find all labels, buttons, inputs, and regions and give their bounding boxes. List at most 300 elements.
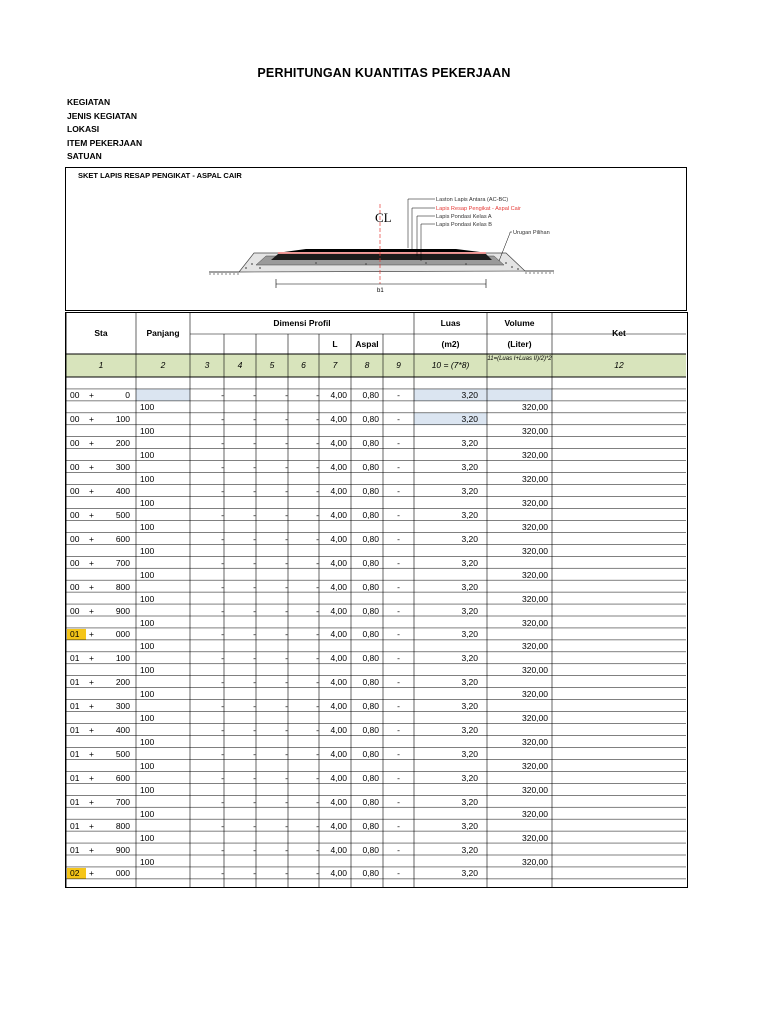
value-luas: 3,20 bbox=[461, 438, 478, 449]
station-km: 00 bbox=[70, 438, 80, 449]
value-luas: 3,20 bbox=[461, 653, 478, 664]
value-volume: 320,00 bbox=[522, 402, 548, 413]
station-plus: + bbox=[89, 390, 94, 401]
layer-labels bbox=[436, 197, 550, 236]
value-c6: - bbox=[316, 844, 319, 855]
station-km: 01 bbox=[70, 772, 80, 783]
value-c6: - bbox=[316, 414, 319, 425]
station-plus: + bbox=[89, 677, 94, 688]
value-c5: - bbox=[285, 438, 288, 449]
value-volume: 320,00 bbox=[522, 808, 548, 819]
value-panjang: 100 bbox=[140, 689, 155, 700]
layer-label-urugan: Urugan Pilihan bbox=[513, 230, 550, 236]
value-c5: - bbox=[285, 868, 288, 879]
value-L: 4,00 bbox=[330, 725, 347, 736]
value-luas: 3,20 bbox=[461, 677, 478, 688]
station-km: 00 bbox=[70, 581, 80, 592]
value-volume: 320,00 bbox=[522, 713, 548, 724]
value-volume: 320,00 bbox=[522, 784, 548, 795]
value-c5: - bbox=[285, 533, 288, 544]
value-c5: - bbox=[285, 796, 288, 807]
value-L: 4,00 bbox=[330, 438, 347, 449]
value-c6: - bbox=[316, 486, 319, 497]
value-c3: - bbox=[221, 868, 224, 879]
value-panjang: 100 bbox=[140, 713, 155, 724]
value-c4: - bbox=[253, 509, 256, 520]
value-volume: 320,00 bbox=[522, 545, 548, 556]
value-volume: 320,00 bbox=[522, 617, 548, 628]
value-volume: 320,00 bbox=[522, 665, 548, 676]
value-c9: - bbox=[397, 438, 400, 449]
value-aspal: 0,80 bbox=[362, 701, 379, 712]
value-panjang: 100 bbox=[140, 641, 155, 652]
header-volume: Volume bbox=[504, 318, 535, 328]
meta-item-pekerjaan: ITEM PEKERJAAN bbox=[67, 137, 143, 148]
value-c5: - bbox=[285, 701, 288, 712]
value-c3: - bbox=[221, 486, 224, 497]
value-c5: - bbox=[285, 509, 288, 520]
station-plus: + bbox=[89, 796, 94, 807]
station-meter: 900 bbox=[115, 605, 130, 616]
value-c3: - bbox=[221, 653, 224, 664]
station-km: 00 bbox=[70, 557, 80, 568]
value-volume: 320,00 bbox=[522, 521, 548, 532]
value-luas: 3,20 bbox=[461, 509, 478, 520]
road-cross-section-diagram bbox=[66, 168, 686, 310]
header-panjang: Panjang bbox=[146, 328, 180, 338]
value-c6: - bbox=[316, 462, 319, 473]
station-meter: 000 bbox=[115, 868, 130, 879]
value-L: 4,00 bbox=[330, 748, 347, 759]
station-km: 00 bbox=[70, 509, 80, 520]
value-c4: - bbox=[253, 796, 256, 807]
station-plus: + bbox=[89, 557, 94, 568]
station-km: 00 bbox=[70, 486, 80, 497]
station-meter: 600 bbox=[115, 533, 130, 544]
value-volume: 320,00 bbox=[522, 641, 548, 652]
station-km: 02 bbox=[70, 868, 80, 879]
station-plus: + bbox=[89, 486, 94, 497]
value-c6: - bbox=[316, 629, 319, 640]
value-L: 4,00 bbox=[330, 677, 347, 688]
station-plus: + bbox=[89, 509, 94, 520]
value-L: 4,00 bbox=[330, 414, 347, 425]
column-number: 5 bbox=[269, 360, 275, 370]
station-meter: 100 bbox=[115, 653, 130, 664]
value-volume: 320,00 bbox=[522, 498, 548, 508]
value-aspal: 0,80 bbox=[362, 486, 379, 497]
value-c5: - bbox=[285, 414, 288, 425]
value-aspal: 0,80 bbox=[362, 629, 379, 640]
value-volume: 320,00 bbox=[522, 832, 548, 843]
value-luas: 3,20 bbox=[461, 725, 478, 736]
station-km: 00 bbox=[70, 462, 80, 473]
value-c5: - bbox=[285, 820, 288, 831]
page-title: PERHITUNGAN KUANTITAS PEKERJAAN bbox=[257, 66, 511, 80]
value-panjang: 100 bbox=[140, 856, 155, 867]
value-c4: - bbox=[253, 438, 256, 449]
value-c6: - bbox=[316, 725, 319, 736]
value-c4: - bbox=[253, 844, 256, 855]
station-meter: 800 bbox=[115, 820, 130, 831]
value-c4: - bbox=[253, 414, 256, 425]
layer-label-pondasi-b: Lapis Pondasi Kelas B bbox=[436, 222, 492, 228]
value-volume: 320,00 bbox=[522, 737, 548, 747]
value-panjang: 100 bbox=[140, 832, 155, 843]
value-aspal: 0,80 bbox=[362, 677, 379, 688]
value-L: 4,00 bbox=[330, 581, 347, 592]
value-c9: - bbox=[397, 557, 400, 568]
value-luas: 3,20 bbox=[461, 796, 478, 807]
value-c9: - bbox=[397, 653, 400, 664]
value-c6: - bbox=[316, 796, 319, 807]
value-c9: - bbox=[397, 390, 400, 401]
value-c6: - bbox=[316, 533, 319, 544]
station-km: 00 bbox=[70, 605, 80, 616]
value-luas: 3,20 bbox=[461, 844, 478, 855]
value-c3: - bbox=[221, 772, 224, 783]
station-plus: + bbox=[89, 438, 94, 449]
sketch-box bbox=[65, 167, 687, 311]
column-number: 3 bbox=[204, 360, 210, 370]
value-panjang: 100 bbox=[140, 665, 155, 676]
value-c3: - bbox=[221, 557, 224, 568]
value-c9: - bbox=[397, 486, 400, 497]
value-c9: - bbox=[397, 677, 400, 688]
station-meter: 900 bbox=[115, 844, 130, 855]
value-c3: - bbox=[221, 462, 224, 473]
station-meter: 200 bbox=[115, 677, 130, 688]
centerline-label: CL bbox=[375, 210, 392, 225]
value-L: 4,00 bbox=[330, 390, 347, 401]
value-c9: - bbox=[397, 820, 400, 831]
value-c3: - bbox=[221, 605, 224, 616]
column-number: 10 = (7*8) bbox=[431, 360, 470, 370]
station-plus: + bbox=[89, 653, 94, 664]
value-c5: - bbox=[285, 486, 288, 497]
station-plus: + bbox=[89, 772, 94, 783]
station-meter: 000 bbox=[115, 629, 130, 640]
value-aspal: 0,80 bbox=[362, 772, 379, 783]
column-number: 7 bbox=[332, 360, 338, 370]
value-c5: - bbox=[285, 844, 288, 855]
value-c3: - bbox=[221, 748, 224, 759]
value-c4: - bbox=[253, 868, 256, 879]
station-plus: + bbox=[89, 605, 94, 616]
value-c9: - bbox=[397, 605, 400, 616]
value-c9: - bbox=[397, 725, 400, 736]
sketch-title: SKET LAPIS RESAP PENGIKAT - ASPAL CAIR bbox=[78, 171, 242, 180]
value-aspal: 0,80 bbox=[362, 557, 379, 568]
value-c4: - bbox=[253, 725, 256, 736]
value-panjang: 100 bbox=[140, 593, 155, 604]
column-number: 9 bbox=[396, 360, 401, 370]
meta-block bbox=[67, 96, 142, 164]
station-km: 00 bbox=[70, 533, 80, 544]
value-c3: - bbox=[221, 796, 224, 807]
value-aspal: 0,80 bbox=[362, 533, 379, 544]
station-plus: + bbox=[89, 581, 94, 592]
first-row-bg-panjang bbox=[136, 389, 190, 401]
value-volume: 320,00 bbox=[522, 450, 548, 461]
value-c9: - bbox=[397, 414, 400, 425]
value-c6: - bbox=[316, 868, 319, 879]
value-c9: - bbox=[397, 748, 400, 759]
station-meter: 400 bbox=[115, 486, 130, 497]
value-aspal: 0,80 bbox=[362, 796, 379, 807]
value-c9: - bbox=[397, 462, 400, 473]
value-L: 4,00 bbox=[330, 509, 347, 520]
value-L: 4,00 bbox=[330, 868, 347, 879]
station-km: 01 bbox=[70, 653, 80, 664]
column-number: 1 bbox=[98, 360, 104, 370]
value-aspal: 0,80 bbox=[362, 844, 379, 855]
value-c3: - bbox=[221, 701, 224, 712]
value-c4: - bbox=[253, 605, 256, 616]
header-volume-unit: (Liter) bbox=[507, 339, 532, 349]
station-plus: + bbox=[89, 868, 94, 879]
column-number: 2 bbox=[160, 360, 166, 370]
value-luas: 3,20 bbox=[461, 414, 478, 425]
value-aspal: 0,80 bbox=[362, 390, 379, 401]
station-meter: 800 bbox=[115, 581, 130, 592]
value-c9: - bbox=[397, 509, 400, 520]
value-luas: 3,20 bbox=[461, 701, 478, 712]
value-c3: - bbox=[221, 677, 224, 688]
station-meter: 700 bbox=[115, 796, 130, 807]
header-ket: Ket bbox=[612, 328, 626, 338]
column-number: 11=(Luas I+Luas II)/2)*2 bbox=[487, 356, 552, 362]
station-km: 01 bbox=[70, 748, 80, 759]
value-c5: - bbox=[285, 462, 288, 473]
value-c3: - bbox=[221, 390, 224, 401]
value-aspal: 0,80 bbox=[362, 748, 379, 759]
value-panjang: 100 bbox=[140, 426, 155, 437]
station-meter: 0 bbox=[125, 390, 130, 401]
value-c4: - bbox=[253, 701, 256, 712]
value-L: 4,00 bbox=[330, 486, 347, 497]
value-L: 4,00 bbox=[330, 820, 347, 831]
column-number: 12 bbox=[614, 360, 624, 370]
value-c5: - bbox=[285, 629, 288, 640]
station-plus: + bbox=[89, 748, 94, 759]
station-plus: + bbox=[89, 533, 94, 544]
value-volume: 320,00 bbox=[522, 689, 548, 700]
value-L: 4,00 bbox=[330, 844, 347, 855]
header-L: L bbox=[332, 339, 338, 349]
value-c5: - bbox=[285, 557, 288, 568]
station-km: 01 bbox=[70, 629, 80, 640]
value-L: 4,00 bbox=[330, 605, 347, 616]
value-panjang: 100 bbox=[140, 569, 155, 580]
station-plus: + bbox=[89, 701, 94, 712]
value-c4: - bbox=[253, 557, 256, 568]
value-c4: - bbox=[253, 486, 256, 497]
value-c3: - bbox=[221, 725, 224, 736]
value-c9: - bbox=[397, 629, 400, 640]
station-km: 01 bbox=[70, 796, 80, 807]
value-L: 4,00 bbox=[330, 796, 347, 807]
value-c6: - bbox=[316, 390, 319, 401]
value-panjang: 100 bbox=[140, 545, 155, 556]
value-c9: - bbox=[397, 868, 400, 879]
column-number: 8 bbox=[364, 360, 370, 370]
value-luas: 3,20 bbox=[461, 486, 478, 497]
value-panjang: 100 bbox=[140, 402, 155, 413]
value-c4: - bbox=[253, 677, 256, 688]
station-km: 01 bbox=[70, 725, 80, 736]
value-panjang: 100 bbox=[140, 760, 155, 771]
value-luas: 3,20 bbox=[461, 581, 478, 592]
station-meter: 200 bbox=[115, 438, 130, 449]
value-panjang: 100 bbox=[140, 808, 155, 819]
value-c5: - bbox=[285, 772, 288, 783]
value-luas: 3,20 bbox=[461, 772, 478, 783]
value-c6: - bbox=[316, 581, 319, 592]
value-c4: - bbox=[253, 390, 256, 401]
station-meter: 300 bbox=[115, 462, 130, 473]
value-c5: - bbox=[285, 748, 288, 759]
value-luas: 3,20 bbox=[461, 605, 478, 616]
header-luas-unit: (m2) bbox=[441, 339, 460, 349]
station-plus: + bbox=[89, 629, 94, 640]
value-L: 4,00 bbox=[330, 701, 347, 712]
value-c6: - bbox=[316, 605, 319, 616]
value-luas: 3,20 bbox=[461, 557, 478, 568]
value-c3: - bbox=[221, 509, 224, 520]
value-c3: - bbox=[221, 533, 224, 544]
meta-kegiatan: KEGIATAN bbox=[67, 97, 111, 107]
value-panjang: 100 bbox=[140, 521, 155, 532]
value-c9: - bbox=[397, 772, 400, 783]
station-km: 01 bbox=[70, 820, 80, 831]
value-L: 4,00 bbox=[330, 533, 347, 544]
station-km: 01 bbox=[70, 677, 80, 688]
value-aspal: 0,80 bbox=[362, 581, 379, 592]
value-c5: - bbox=[285, 605, 288, 616]
column-number: 6 bbox=[301, 360, 306, 370]
value-c6: - bbox=[316, 557, 319, 568]
value-c6: - bbox=[316, 653, 319, 664]
station-km: 01 bbox=[70, 844, 80, 855]
station-plus: + bbox=[89, 820, 94, 831]
value-volume: 320,00 bbox=[522, 474, 548, 485]
value-volume: 320,00 bbox=[522, 426, 548, 437]
station-meter: 600 bbox=[115, 772, 130, 783]
value-c3: - bbox=[221, 438, 224, 449]
station-plus: + bbox=[89, 844, 94, 855]
station-plus: + bbox=[89, 414, 94, 425]
value-c4: - bbox=[253, 533, 256, 544]
station-meter: 700 bbox=[115, 557, 130, 568]
value-L: 4,00 bbox=[330, 629, 347, 640]
value-c9: - bbox=[397, 796, 400, 807]
value-aspal: 0,80 bbox=[362, 414, 379, 425]
value-aspal: 0,80 bbox=[362, 725, 379, 736]
value-volume: 320,00 bbox=[522, 569, 548, 580]
pondasi-kelas-a-layer bbox=[271, 254, 492, 260]
meta-satuan: SATUAN bbox=[67, 151, 102, 162]
value-L: 4,00 bbox=[330, 462, 347, 473]
laston-ac-bc-layer bbox=[284, 249, 480, 252]
layer-label-laston: Laston Lapis Antara (AC-BC) bbox=[436, 197, 509, 203]
value-c5: - bbox=[285, 581, 288, 592]
value-panjang: 100 bbox=[140, 784, 155, 795]
value-aspal: 0,80 bbox=[362, 509, 379, 520]
value-L: 4,00 bbox=[330, 772, 347, 783]
value-c9: - bbox=[397, 701, 400, 712]
station-km: 00 bbox=[70, 414, 80, 425]
value-c5: - bbox=[285, 677, 288, 688]
value-luas: 3,20 bbox=[461, 533, 478, 544]
value-c4: - bbox=[253, 629, 256, 640]
value-luas: 3,20 bbox=[461, 390, 478, 401]
value-panjang: 100 bbox=[140, 474, 155, 485]
value-c6: - bbox=[316, 820, 319, 831]
value-luas: 3,20 bbox=[461, 868, 478, 879]
value-panjang: 100 bbox=[140, 450, 155, 461]
value-panjang: 100 bbox=[140, 617, 155, 628]
value-volume: 320,00 bbox=[522, 593, 548, 604]
station-plus: + bbox=[89, 725, 94, 736]
value-panjang: 100 bbox=[140, 498, 155, 508]
value-c5: - bbox=[285, 725, 288, 736]
value-c9: - bbox=[397, 581, 400, 592]
header-dimensi: Dimensi Profil bbox=[273, 318, 331, 328]
value-aspal: 0,80 bbox=[362, 605, 379, 616]
value-c4: - bbox=[253, 653, 256, 664]
meta-lokasi: LOKASI bbox=[67, 124, 100, 135]
header-luas: Luas bbox=[440, 318, 461, 328]
value-c9: - bbox=[397, 844, 400, 855]
value-c6: - bbox=[316, 438, 319, 449]
station-meter: 400 bbox=[115, 725, 130, 736]
value-aspal: 0,80 bbox=[362, 438, 379, 449]
station-meter: 300 bbox=[115, 701, 130, 712]
value-panjang: 100 bbox=[140, 737, 155, 747]
value-aspal: 0,80 bbox=[362, 653, 379, 664]
value-luas: 3,20 bbox=[461, 748, 478, 759]
value-c4: - bbox=[253, 772, 256, 783]
value-luas: 3,20 bbox=[461, 820, 478, 831]
value-c9: - bbox=[397, 533, 400, 544]
quantity-table bbox=[65, 312, 688, 888]
width-label: b1 bbox=[377, 288, 384, 294]
value-c5: - bbox=[285, 653, 288, 664]
value-volume: 320,00 bbox=[522, 760, 548, 771]
value-c6: - bbox=[316, 509, 319, 520]
value-aspal: 0,80 bbox=[362, 462, 379, 473]
value-c3: - bbox=[221, 629, 224, 640]
value-c3: - bbox=[221, 581, 224, 592]
value-L: 4,00 bbox=[330, 557, 347, 568]
station-meter: 500 bbox=[115, 748, 130, 759]
station-km: 00 bbox=[70, 390, 80, 401]
value-c5: - bbox=[285, 390, 288, 401]
value-luas: 3,20 bbox=[461, 629, 478, 640]
layer-label-pondasi-a: Lapis Pondasi Kelas A bbox=[436, 214, 492, 220]
value-c3: - bbox=[221, 414, 224, 425]
value-c6: - bbox=[316, 701, 319, 712]
value-c6: - bbox=[316, 772, 319, 783]
meta-jenis-kegiatan: JENIS KEGIATAN bbox=[67, 110, 138, 121]
column-number: 4 bbox=[237, 360, 243, 370]
value-L: 4,00 bbox=[330, 653, 347, 664]
station-plus: + bbox=[89, 462, 94, 473]
station-meter: 500 bbox=[115, 509, 130, 520]
header-sta: Sta bbox=[94, 328, 108, 338]
layer-label-lapis-resap: Lapis Resap Pengikat - Aspal Cair bbox=[436, 206, 521, 212]
